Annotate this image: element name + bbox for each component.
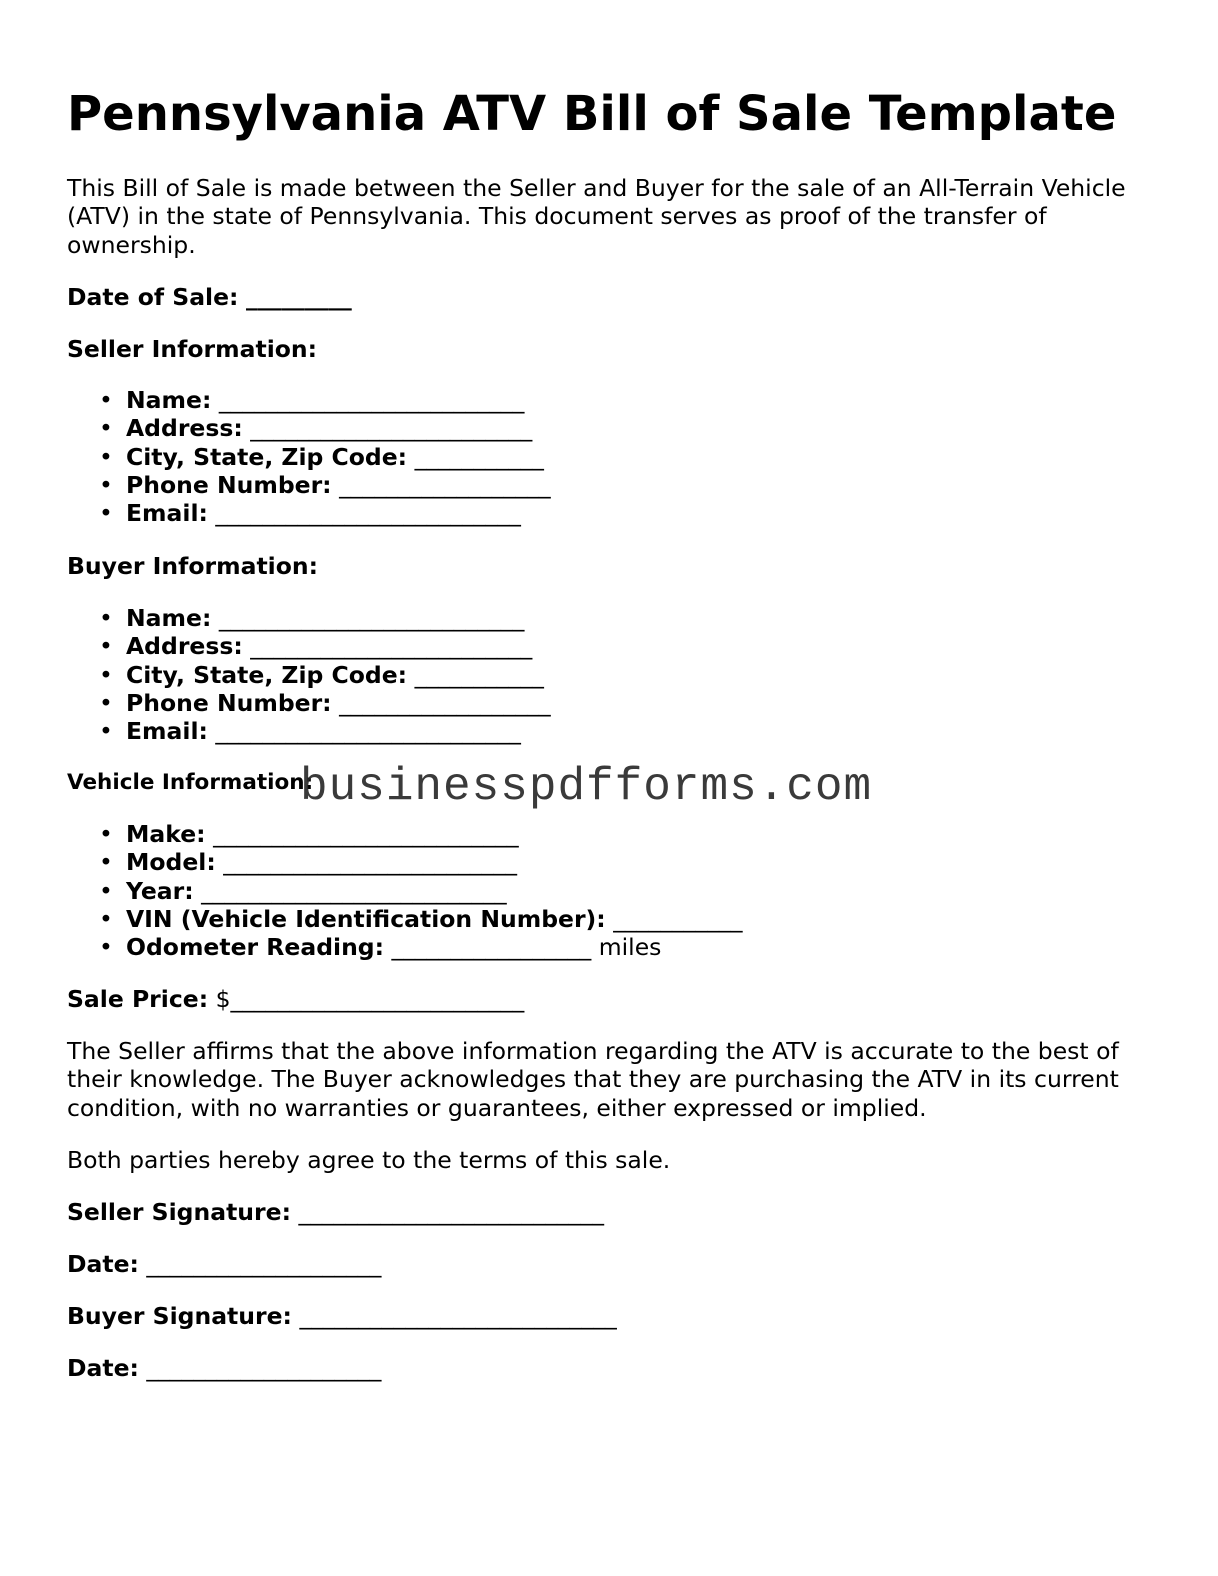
odometer-unit: miles <box>598 933 662 962</box>
date-of-sale-blank[interactable]: _________ <box>245 283 352 311</box>
buyer-email-item <box>126 717 551 745</box>
seller-address-label: Address: <box>126 414 243 443</box>
sale-price-label: Sale Price: <box>67 985 209 1013</box>
buyer-phone-item <box>126 689 551 717</box>
seller-name-label: Name: <box>126 386 212 414</box>
vehicle-fields-list <box>67 820 742 961</box>
seller-city-blank[interactable]: ___________ <box>414 442 544 471</box>
vehicle-odometer-label: Odometer Reading: <box>126 933 385 962</box>
seller-phone-item <box>126 471 551 499</box>
buyer-info-heading: Buyer Information: <box>67 552 319 580</box>
buyer-fields-list <box>67 604 551 745</box>
buyer-city-label: City, State, Zip Code: <box>126 660 408 689</box>
sale-price-line <box>67 985 524 1013</box>
seller-email-item <box>126 499 551 527</box>
seller-city-item <box>126 443 551 471</box>
seller-phone-blank[interactable]: __________________ <box>339 470 551 499</box>
vehicle-model-label: Model: <box>126 848 216 877</box>
vehicle-vin-blank[interactable]: ___________ <box>613 904 743 933</box>
buyer-address-item <box>126 632 551 660</box>
date-of-sale-label: Date of Sale: <box>67 283 239 311</box>
intro-paragraph: This Bill of Sale is made between the Seller and Buyer for the sale of an All-Terrain Vehicle (ATV) in the state of Pennsylvania. This document serves as proof of the transfer of ownership. <box>67 174 1126 259</box>
buyer-address-blank[interactable]: ________________________ <box>250 632 533 661</box>
vehicle-vin-item <box>126 905 742 933</box>
seller-date-label: Date: <box>67 1250 139 1278</box>
vehicle-odometer-blank[interactable]: _________________ <box>391 933 592 962</box>
seller-signature-label: Seller Signature: <box>67 1198 291 1226</box>
buyer-city-blank[interactable]: ___________ <box>414 660 544 689</box>
watermark-text: businesspdfforms.com <box>300 761 873 813</box>
seller-city-label: City, State, Zip Code: <box>126 442 408 471</box>
vehicle-year-blank[interactable]: __________________________ <box>201 876 507 905</box>
vehicle-year-label: Year: <box>126 876 194 905</box>
vehicle-make-label: Make: <box>126 820 206 848</box>
buyer-signature-line <box>67 1302 617 1330</box>
seller-date-blank[interactable]: ____________________ <box>146 1250 382 1278</box>
currency-symbol: $ <box>215 985 231 1013</box>
vehicle-odometer-item <box>126 933 742 961</box>
buyer-phone-blank[interactable]: __________________ <box>339 688 551 717</box>
buyer-email-label: Email: <box>126 717 208 746</box>
seller-date-line <box>67 1250 381 1278</box>
vehicle-make-item <box>126 820 742 848</box>
buyer-name-item <box>126 604 551 632</box>
buyer-email-blank[interactable]: __________________________ <box>215 717 521 746</box>
seller-info-heading: Seller Information: <box>67 335 318 363</box>
vehicle-model-item <box>126 848 742 876</box>
vehicle-year-item <box>126 877 742 905</box>
buyer-date-blank[interactable]: ____________________ <box>146 1354 382 1382</box>
seller-name-item <box>126 386 551 414</box>
document-title: Pennsylvania ATV Bill of Sale Template <box>67 86 1117 142</box>
buyer-signature-blank[interactable]: ___________________________ <box>299 1302 617 1330</box>
seller-phone-label: Phone Number: <box>126 470 332 499</box>
seller-address-blank[interactable]: ________________________ <box>250 414 533 443</box>
buyer-city-item <box>126 661 551 689</box>
buyer-signature-label: Buyer Signature: <box>67 1302 292 1330</box>
vehicle-vin-label: VIN (Vehicle Identification Number): <box>126 904 606 933</box>
seller-signature-line <box>67 1198 604 1226</box>
buyer-phone-label: Phone Number: <box>126 688 332 717</box>
seller-fields-list <box>67 386 551 527</box>
buyer-name-blank[interactable]: __________________________ <box>218 604 525 632</box>
agreement-paragraph: Both parties hereby agree to the terms of this sale. <box>67 1146 671 1174</box>
seller-email-label: Email: <box>126 499 208 528</box>
vehicle-model-blank[interactable]: _________________________ <box>223 848 517 877</box>
buyer-date-label: Date: <box>67 1354 139 1382</box>
buyer-date-line <box>67 1354 381 1382</box>
sale-price-blank[interactable]: _________________________ <box>230 985 525 1013</box>
affirmation-paragraph: The Seller affirms that the above information regarding the ATV is accurate to the best of their knowledge. The Buyer acknowledges that they are purchasing the ATV in its current condition, with no warranties or guarantees, either expressed or implied. <box>67 1037 1119 1122</box>
seller-signature-blank[interactable]: __________________________ <box>298 1198 604 1226</box>
buyer-address-label: Address: <box>126 632 243 661</box>
vehicle-info-heading: Vehicle Information: <box>67 770 314 795</box>
seller-address-item <box>126 414 551 442</box>
seller-name-blank[interactable]: __________________________ <box>218 386 525 414</box>
vehicle-make-blank[interactable]: __________________________ <box>213 820 519 848</box>
date-of-sale-line <box>67 283 352 311</box>
seller-email-blank[interactable]: __________________________ <box>215 499 521 528</box>
buyer-name-label: Name: <box>126 604 212 632</box>
